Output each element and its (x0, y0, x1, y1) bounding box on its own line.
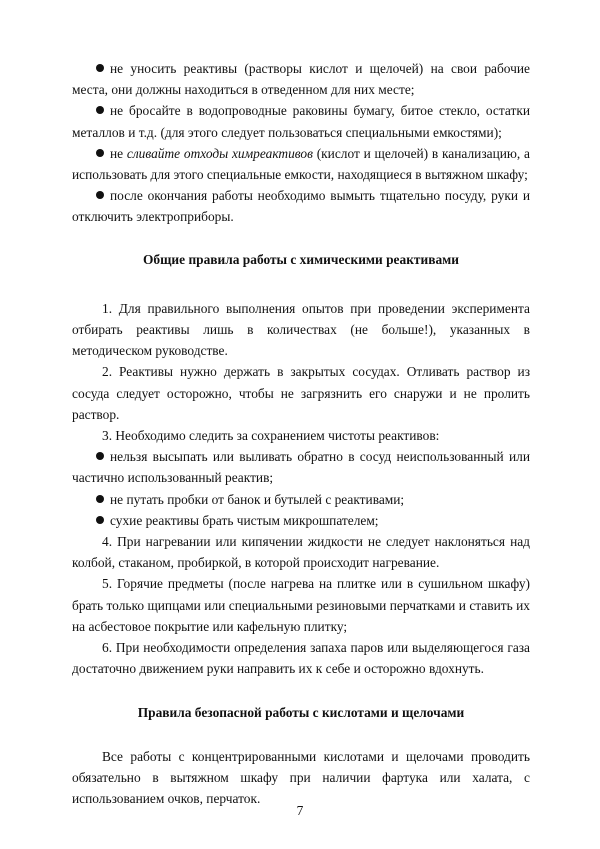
paragraph: Все работы с концентрированными кислотами и щелочами проводить обязательно в вытяжном шкафу при наличии фартука или халата, с использованием очков, перчаток. (72, 748, 530, 807)
bullet-icon (96, 64, 104, 72)
bullet-icon (96, 516, 104, 524)
paragraph: 6. При необходимости определения запаха паров или выделяющегося газа достаточно движением руки направить их к себе и осторожно вдохнуть. (72, 640, 530, 677)
page-number: 7 (296, 803, 304, 818)
paragraph: 4. При нагревании или кипячении жидкости не следует наклоняться над колбой, стаканом, пробиркой, в которой происходит нагревание. (72, 534, 530, 571)
bullet-icon (96, 452, 104, 460)
section-heading-reagents: Общие правила работы с химическими реактивами (143, 251, 459, 267)
list-item (72, 446, 530, 488)
bullet-icon (96, 106, 104, 114)
paragraph: 2. Реактивы нужно держать в закрытых сосудах. Отливать раствор из сосуда следует осторожно, чтобы не загрязнить его снаружи и не пролить раствор. (72, 364, 530, 422)
paragraph: 1. Для правильного выполнения опытов при проведении эксперимента отбирать реактивы лишь в количествах (не больше!), указанных в методическом руководстве. (72, 300, 530, 359)
page-content (72, 58, 530, 809)
list-item-text: не уносить реактивы (растворы кислот и щелочей) на свои рабочие места, они должны находиться в отведенном для них месте; (72, 61, 530, 98)
list-item (72, 185, 530, 227)
list-item-text: (кислот и щелочей) в канализацию, а использовать для этого специальные емкости, находящиеся в вытяжном шкафу; (72, 145, 530, 183)
italic-emphasis: сливайте отходы химреактивов (126, 145, 313, 161)
list-item-text: не путать пробки от банок и бутылей с реактивами; (110, 491, 405, 507)
list-item (72, 143, 530, 185)
list-item (72, 510, 530, 531)
list-item-text: сухие реактивы брать чистым микрошпателем; (110, 512, 379, 528)
bullet-icon (96, 149, 104, 157)
paragraph: 5. Горячие предметы (после нагрева на плитке или в сушильном шкафу) брать только щипцами или специальными резиновыми перчатками и ставить их на асбестовое покрытие или кафельную плитку; (72, 576, 530, 634)
list-item-text: после окончания работы необходимо вымыть тщательно посуду, руки и отключить электроприборы. (72, 188, 530, 225)
list-item (72, 100, 530, 142)
paragraph: 3. Необходимо следить за сохранением чистоты реактивов: (102, 428, 440, 444)
list-item-text: нельзя высыпать или выливать обратно в сосуд неиспользованный или частично использованный реактив; (72, 449, 530, 486)
list-item-text: не бросайте в водопроводные раковины бумагу, битое стекло, остатки металлов и т.д. (для этого следует пользоваться специальными емкостями); (72, 103, 530, 140)
list-item-text: не (110, 145, 127, 161)
bullet-icon (96, 191, 104, 199)
bullet-icon (96, 495, 104, 503)
list-item (72, 58, 530, 100)
section-heading-acids: Правила безопасной работы с кислотами и щелочами (137, 705, 465, 721)
list-item (72, 489, 530, 510)
